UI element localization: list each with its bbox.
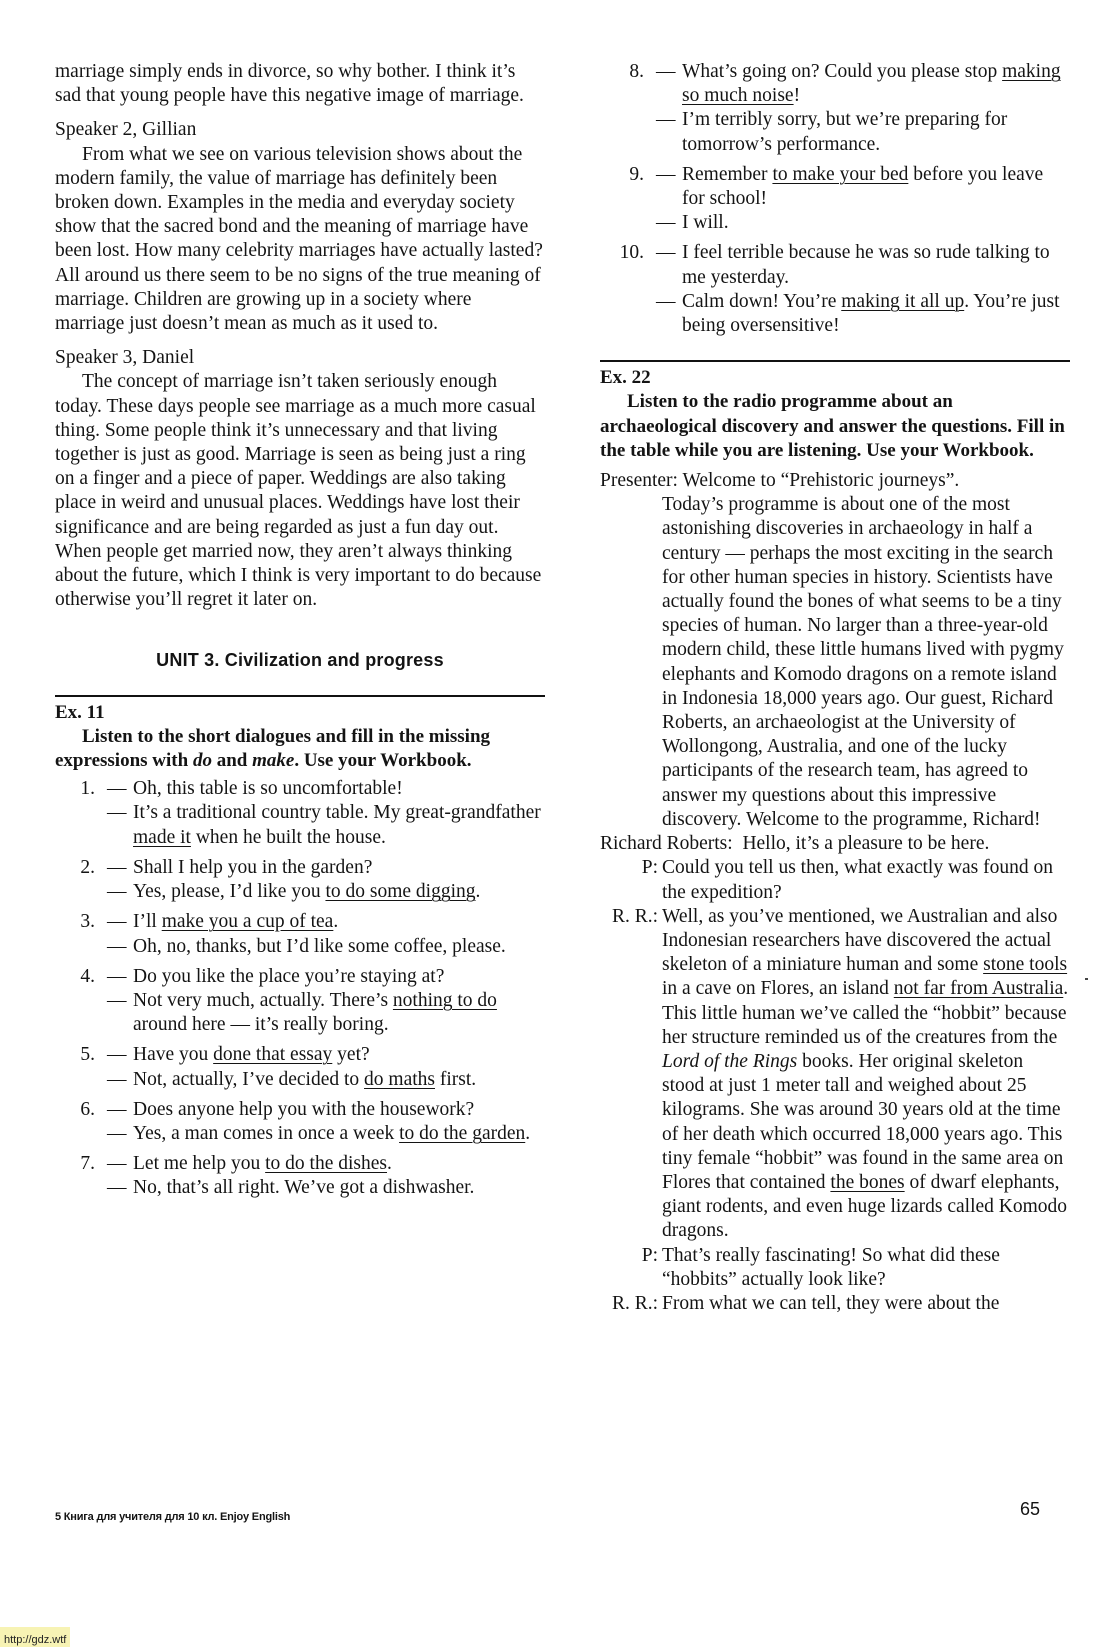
answer-blank: not far from Australia: [893, 978, 1064, 1000]
dialogue-item-10: 10. — I feel terrible because he was so rude talking to me yesterday. — Calm down! You’re making it all up. You’re just being oversensitive!: [619, 242, 1060, 337]
dialogue-list: [55, 777, 545, 1200]
presenter-intro: Presenter: Welcome to “Prehistoric journeys”.: [600, 470, 960, 492]
answer-blank: making it all up: [841, 290, 965, 312]
answer-blank: to do some digging: [325, 881, 476, 903]
presenter-question-2: P: That’s really fascinating! So what did these “hobbits” actually look like?: [641, 1244, 1000, 1290]
answer-blank: stone tools: [983, 954, 1068, 976]
watermark-link[interactable]: http://gdz.wtf: [0, 1627, 70, 1647]
dialogue-item-5: 5. — Have you done that essay yet? — Not, actually, I’ve decided to do maths first.: [80, 1044, 477, 1090]
speaker-2-text: From what we see on various television shows about the modern family, the value of marriage has definitely been broken down. Examples in the media and everyday society show that the sacred bond and the meaning of marriage have been lost. How many celebrity marriages have actually lasted? All around us there seem to be no signs of the true meaning of marriage. Children are growing up in a society where marriage just doesn’t mean as much as it used to.: [55, 143, 543, 335]
speaker-2-label: Speaker 2, Gillian: [55, 119, 197, 141]
dialogue-item-7: 7. — Let me help you to do the dishes. — No, that’s all right. We’ve got a dishwasher.: [80, 1153, 475, 1199]
answer-blank: nothing to do: [392, 989, 497, 1011]
right-column: [600, 60, 1070, 1316]
answer-blank: done that essay: [213, 1044, 333, 1066]
dialogue-item-4: 4. — Do you like the place you’re staying at? — Not very much, actually. There’s nothing to do around here — it’s really boring.: [80, 965, 497, 1036]
scan-artifact: [1085, 978, 1088, 980]
intro-paragraph: marriage simply ends in divorce, so why bother. I think it’s sad that young people have this negative image of marriage.: [55, 61, 524, 107]
answer-blank: make you a cup of tea: [161, 911, 334, 933]
speaker-3-text: The concept of marriage isn’t taken seriously enough today. These days people see marriage as a much more casual thing. Some people think it’s unnecessary and that living together is just as good. Marriage is seen as being just a ring on a finger and a piece of paper. Weddings are also taking place in weird and unusual places. Weddings have lost their significance and are being regarded as just a fun day out. When people get married now, they aren’t always thinking about the future, which I think is very important to do because otherwise you’ll regret it later on.: [55, 371, 542, 611]
exercise-11-label: Ex. 11: [55, 701, 105, 723]
answer-blank: to do the dishes: [265, 1153, 388, 1175]
answer-blank: to do the garden: [399, 1122, 526, 1144]
dialogue-item-2: 2. — Shall I help you in the garden? — Yes, please, I’d like you to do some digging.: [80, 856, 481, 903]
presenter-question-1: P: Could you tell us then, what exactly was found on the expedition?: [641, 857, 1054, 903]
dialogue-item-6: 6. — Does anyone help you with the housework? — Yes, a man comes in once a week to do the garden.: [80, 1098, 531, 1144]
answer-blank: the bones: [830, 1171, 905, 1193]
page-number: 65: [1020, 1499, 1041, 1519]
section-divider: [55, 695, 545, 697]
presenter-body: Today’s programme is about one of the most astonishing discoveries in archaeology in half a century — perhaps the most exciting in the search for other human species in history. Scientists have actually found the bones of what seems to be a tiny species of human. No larger than a three-year-old modern child, these little humans lived with pygmy elephants and Komodo dragons on a remote island in Indonesia 18,000 years ago. Our guest, Richard Roberts, an archaeologist at the University of Wollongong, Australia, and one of the lucky participants of the research team, has agreed to answer my questions about this impressive discovery. Welcome to the programme, Richard!: [662, 494, 1064, 830]
section-divider: [600, 360, 1070, 362]
rr-greeting: Richard Roberts: Hello, it’s a pleasure to be here.: [600, 833, 990, 855]
book-info-footer: 5 Книга для учителя для 10 кл. Enjoy English: [55, 1511, 291, 1523]
unit-heading: UNIT 3. Civilization and progress: [156, 650, 444, 671]
left-column: [55, 60, 545, 1207]
radio-script: [600, 469, 1070, 1316]
speaker-3-label: Speaker 3, Daniel: [55, 347, 195, 369]
exercise-22-label: Ex. 22: [600, 367, 651, 389]
dialogue-item-3: 3. — I’ll make you a cup of tea. — Oh, no, thanks, but I’d like some coffee, please.: [80, 911, 506, 957]
dialogue-item-9: 9. — Remember to make your bed before you leave for school! — I will.: [629, 163, 1044, 234]
dialogue-item-8: 8. — What’s going on? Could you please stop making so much noise! — I’m terribly sorry, but we’re preparing for tomorrow’s performance.: [629, 61, 1061, 155]
answer-blank: made it: [133, 826, 191, 848]
rr-answer-2: R. R.: From what we can tell, they were about the: [611, 1292, 1000, 1314]
answer-blank: to make your bed: [772, 163, 909, 185]
exercise-22-instruction: Listen to the radio programme about an archaeological discovery and answer the questions. Fill in the table while you are listening. Use your Workbook.: [600, 391, 1065, 461]
dialogue-list-continued: [600, 60, 1070, 338]
exercise-11-instruction: Listen to the short dialogues and fill in the missing expressions with do and make. Use your Workbook.: [55, 725, 491, 772]
rr-answer-1: R. R.: Well, as you’ve mentioned, we Australian and also Indonesian researchers have discovered the actual skeleton of a miniature human and some stone tools in a cave on Flores, an island not far from Australia. This little human we’ve called the “hobbit” because her structure reminded us of the creatures from the Lord of the Rings books. Her original skeleton stood at just 1 meter tall and weighed about 25 kilograms. She was around 30 years old at the time of her death which occurred 18,000 years ago. This tiny female “hobbit” was found in the same area on Flores that contained the bones of dwarf elephants, giant rodents, and even huge lizards called Komodo dragons.: [611, 905, 1069, 1242]
dialogue-item-1: 1. — Oh, this table is so uncomfortable! — It’s a traditional country table. My great-grandfather made it when he built the house.: [80, 778, 541, 848]
answer-blank: do maths: [364, 1068, 435, 1090]
answer-blank: making so much noise: [682, 61, 1061, 107]
